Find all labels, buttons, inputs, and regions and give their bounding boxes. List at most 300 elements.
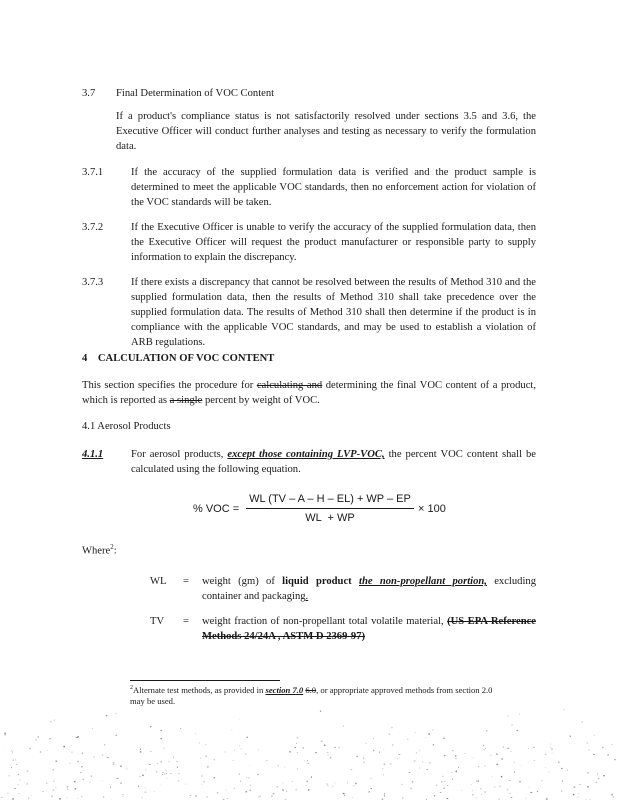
noise-speck xyxy=(447,785,448,786)
noise-speck xyxy=(455,771,456,772)
noise-speck xyxy=(521,765,522,766)
noise-speck xyxy=(485,766,486,767)
noise-speck xyxy=(156,771,157,772)
noise-speck xyxy=(67,786,69,787)
noise-speck xyxy=(384,795,385,796)
noise-speck xyxy=(541,780,542,781)
section-3-7-1-number: 3.7.1 xyxy=(82,167,104,178)
formula-denominator: WL + WP xyxy=(305,512,355,524)
noise-speck xyxy=(104,796,105,797)
noise-speck xyxy=(327,786,329,787)
noise-speck xyxy=(511,724,512,726)
noise-speck xyxy=(53,790,54,791)
noise-speck xyxy=(77,761,79,763)
noise-speck xyxy=(398,754,400,755)
noise-speck xyxy=(550,747,551,748)
noise-speck xyxy=(573,794,574,795)
noise-speck xyxy=(432,730,434,731)
noise-speck xyxy=(441,782,442,783)
noise-speck xyxy=(613,796,614,797)
noise-speck xyxy=(485,748,486,749)
def-wl-equals: = xyxy=(183,576,189,587)
noise-speck xyxy=(471,784,472,785)
noise-speck xyxy=(71,745,72,746)
noise-speck xyxy=(231,730,232,731)
noise-speck xyxy=(614,759,616,760)
noise-speck xyxy=(91,776,92,777)
noise-speck xyxy=(246,777,247,778)
noise-speck xyxy=(478,766,480,767)
noise-speck xyxy=(562,780,563,782)
noise-speck xyxy=(444,788,445,789)
noise-speck xyxy=(81,796,82,797)
noise-speck xyxy=(384,793,385,794)
noise-speck xyxy=(407,739,409,740)
noise-speck xyxy=(200,758,201,759)
noise-speck xyxy=(115,713,116,714)
noise-speck xyxy=(311,776,312,778)
noise-speck xyxy=(416,752,417,753)
noise-speck xyxy=(324,745,326,746)
noise-speck xyxy=(246,791,248,792)
noise-speck xyxy=(321,740,322,742)
noise-speck xyxy=(234,788,235,789)
noise-speck xyxy=(201,784,202,785)
noise-speck xyxy=(383,774,384,775)
section-4-1-1-number: 4.1.1 xyxy=(82,449,104,460)
noise-speck xyxy=(315,752,317,753)
noise-speck xyxy=(53,790,54,791)
noise-speck xyxy=(214,759,215,760)
noise-speck xyxy=(389,734,391,735)
struck-text: (US EPA Reference Methods 24/24A , ASTM D 2369-97) xyxy=(202,616,536,643)
noise-speck xyxy=(54,779,55,780)
noise-speck xyxy=(145,769,146,770)
noise-speck xyxy=(397,759,398,760)
noise-speck xyxy=(373,738,374,739)
noise-speck xyxy=(56,787,57,789)
noise-speck xyxy=(225,752,226,753)
struck-text: calculating and xyxy=(256,380,323,391)
noise-speck xyxy=(570,736,571,737)
scan-noise xyxy=(0,705,619,800)
noise-speck xyxy=(472,794,473,795)
section-3-7-3-text: If there exists a discrepancy that cannot be resolved between the results of Method 310 and the supplied formulation data, then the results of Method 310 shall take precedence over the supplied formulation data. The results of Method 310 shall then determine if the product is in compliance with the applicable VOC standards, and may be used to establish a violation of ARB regulations. xyxy=(131,277,536,349)
formula-fraction-bar xyxy=(246,508,414,509)
noise-speck xyxy=(164,748,165,749)
noise-speck xyxy=(519,781,521,782)
section-4-paragraph: This section specifies the procedure for calculating and determining the final VOC content of a product, which is reported as a single percent by weight of VOC. xyxy=(82,380,536,407)
noise-speck xyxy=(28,797,29,799)
def-wl-symbol: WL xyxy=(150,576,167,587)
struck-text: 6.0 xyxy=(305,684,317,695)
noise-speck xyxy=(465,753,466,754)
noise-speck xyxy=(478,780,479,781)
noise-speck xyxy=(443,776,444,777)
noise-speck xyxy=(178,780,179,782)
noise-speck xyxy=(429,762,430,763)
noise-speck xyxy=(596,782,597,783)
noise-speck xyxy=(17,784,18,785)
noise-speck xyxy=(477,781,478,782)
noise-speck xyxy=(199,742,200,743)
noise-speck xyxy=(514,772,515,773)
noise-speck xyxy=(517,730,518,731)
noise-speck xyxy=(31,795,32,796)
noise-speck xyxy=(455,755,456,756)
noise-speck xyxy=(330,757,332,758)
noise-speck xyxy=(162,774,163,775)
noise-speck xyxy=(204,781,205,783)
noise-speck xyxy=(227,798,228,799)
noise-speck xyxy=(154,791,155,792)
noise-speck xyxy=(206,756,207,757)
noise-speck xyxy=(282,783,284,784)
noise-speck xyxy=(593,754,594,755)
noise-speck xyxy=(452,750,454,751)
noise-speck xyxy=(382,768,383,769)
noise-speck xyxy=(492,776,493,777)
noise-speck xyxy=(122,796,123,797)
noise-speck xyxy=(83,779,84,780)
noise-speck xyxy=(295,747,297,748)
noise-speck xyxy=(239,745,240,747)
noise-speck xyxy=(297,737,299,738)
noise-speck xyxy=(166,773,167,774)
noise-speck xyxy=(89,782,90,783)
noise-speck xyxy=(603,775,605,776)
noise-speck xyxy=(607,755,609,756)
section-4-heading: 4 CALCULATION OF VOC CONTENT xyxy=(82,353,275,364)
noise-speck xyxy=(260,796,261,797)
noise-speck xyxy=(410,788,412,789)
noise-speck xyxy=(150,726,151,727)
noise-speck xyxy=(507,748,509,749)
noise-speck xyxy=(82,753,83,754)
noise-speck xyxy=(433,744,434,745)
noise-speck xyxy=(334,747,336,748)
noise-speck xyxy=(368,791,370,792)
def-tv-text: weight fraction of non-propellant total volatile material, (US EPA Reference Methods 24/24A , ASTM D 2369-97) xyxy=(202,616,536,643)
formula-lhs: % VOC = xyxy=(193,503,240,515)
noise-speck xyxy=(248,778,249,779)
noise-speck xyxy=(4,732,5,733)
noise-speck xyxy=(422,762,423,763)
noise-speck xyxy=(271,796,272,797)
noise-speck xyxy=(201,776,202,777)
noise-speck xyxy=(165,770,167,771)
noise-speck xyxy=(226,790,227,791)
noise-speck xyxy=(18,793,20,794)
noise-speck xyxy=(494,786,495,787)
noise-speck xyxy=(355,783,357,784)
noise-speck xyxy=(501,776,503,778)
noise-speck xyxy=(481,794,482,795)
noise-speck xyxy=(273,793,274,794)
noise-speck xyxy=(414,732,415,733)
noise-speck xyxy=(76,737,78,738)
noise-speck xyxy=(344,795,345,796)
noise-speck xyxy=(308,763,309,764)
noise-speck xyxy=(176,761,178,762)
noise-speck xyxy=(304,761,305,762)
noise-speck xyxy=(458,767,459,768)
noise-speck xyxy=(161,761,162,762)
noise-speck xyxy=(371,788,372,789)
noise-speck xyxy=(214,777,215,778)
noise-speck xyxy=(113,763,115,765)
def-tv-equals: = xyxy=(183,616,189,627)
noise-speck xyxy=(249,789,251,791)
where-label: Where$^2$: xyxy=(82,543,117,557)
noise-speck xyxy=(54,719,55,720)
noise-speck xyxy=(11,750,12,751)
noise-speck xyxy=(537,791,538,792)
noise-speck xyxy=(55,761,57,762)
noise-speck xyxy=(507,789,509,790)
formula-multiplier: × 100 xyxy=(418,503,446,515)
noise-speck xyxy=(399,757,400,758)
noise-speck xyxy=(145,788,146,789)
noise-speck xyxy=(409,772,411,773)
noise-speck xyxy=(534,760,535,761)
noise-speck xyxy=(533,747,535,748)
emphasized-text: except those containing LVP-VOC, xyxy=(227,449,385,460)
noise-speck xyxy=(510,793,511,794)
noise-speck xyxy=(12,752,13,753)
noise-speck xyxy=(217,793,219,794)
noise-speck xyxy=(296,743,297,744)
noise-speck xyxy=(19,779,20,781)
noise-speck xyxy=(63,746,65,748)
noise-speck xyxy=(35,739,37,740)
emphasized-text: the non-propellant portion, xyxy=(359,576,487,587)
noise-speck xyxy=(578,797,579,798)
noise-speck xyxy=(178,773,179,774)
noise-speck xyxy=(117,778,119,779)
noise-speck xyxy=(138,786,139,787)
noise-speck xyxy=(612,744,613,745)
noise-speck xyxy=(426,769,428,770)
noise-speck xyxy=(46,783,48,784)
noise-speck xyxy=(530,792,532,793)
noise-speck xyxy=(250,765,251,766)
noise-speck xyxy=(335,782,336,783)
noise-speck xyxy=(563,709,565,710)
noise-speck xyxy=(402,784,403,785)
noise-speck xyxy=(525,798,526,799)
noise-speck xyxy=(587,786,589,787)
noise-speck xyxy=(529,787,530,788)
noise-speck xyxy=(247,737,248,738)
noise-speck xyxy=(551,749,552,750)
noise-speck xyxy=(379,751,380,752)
noise-speck xyxy=(352,797,353,798)
noise-speck xyxy=(579,784,581,785)
noise-speck xyxy=(611,794,613,796)
noise-speck xyxy=(81,766,82,767)
noise-speck xyxy=(164,773,165,775)
noise-speck xyxy=(480,789,481,790)
noise-speck xyxy=(308,789,309,790)
noise-speck xyxy=(286,790,287,791)
noise-speck xyxy=(371,778,372,779)
noise-speck xyxy=(545,767,546,768)
noise-speck xyxy=(598,778,600,780)
noise-speck xyxy=(240,781,241,782)
noise-speck xyxy=(343,725,344,726)
section-3-7-1-text: If the accuracy of the supplied formulation data is verified and the product sample is determined to meet the applicable VOC standards, then no enforcement action for violation of the VOC standards will be taken. xyxy=(131,167,536,209)
noise-speck xyxy=(602,747,603,748)
noise-speck xyxy=(363,758,364,759)
noise-speck xyxy=(116,735,118,736)
noise-speck xyxy=(195,733,196,734)
noise-speck xyxy=(239,773,240,774)
noise-speck xyxy=(81,772,82,773)
noise-speck xyxy=(12,798,14,800)
noise-speck xyxy=(157,763,158,764)
noise-speck xyxy=(53,781,54,782)
noise-speck xyxy=(561,791,562,792)
noise-speck xyxy=(284,767,285,768)
noise-speck xyxy=(49,738,51,739)
noise-speck xyxy=(169,761,170,762)
noise-speck xyxy=(588,750,590,751)
noise-speck xyxy=(102,754,103,755)
noise-speck xyxy=(343,793,345,794)
noise-speck xyxy=(67,789,68,790)
noise-speck xyxy=(5,746,6,747)
noise-speck xyxy=(14,788,16,789)
noise-speck xyxy=(316,754,317,755)
section-3-7-2-number: 3.7.2 xyxy=(82,222,104,233)
noise-speck xyxy=(145,792,147,793)
noise-speck xyxy=(551,744,552,745)
noise-speck xyxy=(239,720,240,721)
noise-speck xyxy=(16,764,17,765)
noise-speck xyxy=(170,773,171,774)
noise-speck xyxy=(486,730,487,731)
noise-speck xyxy=(413,781,414,782)
struck-text: a single xyxy=(169,395,203,407)
noise-speck xyxy=(356,756,358,757)
noise-speck xyxy=(451,772,452,773)
noise-speck xyxy=(59,798,60,800)
section-3-7-2-text: If the Executive Officer is unable to verify the accuracy of the supplied formulation data, then the Executive Officer will request the product manufacturer or responsible party to supply information to explain the discrepancy. xyxy=(131,222,536,264)
noise-speck xyxy=(289,751,291,753)
noise-speck xyxy=(588,772,589,774)
noise-speck xyxy=(452,779,453,780)
noise-speck xyxy=(75,788,77,790)
noise-speck xyxy=(514,762,515,763)
noise-speck xyxy=(162,772,164,773)
noise-speck xyxy=(160,738,162,739)
noise-speck xyxy=(185,783,186,784)
noise-speck xyxy=(561,768,562,769)
noise-speck xyxy=(266,760,268,761)
noise-speck xyxy=(485,791,486,793)
noise-speck xyxy=(47,750,48,751)
noise-speck xyxy=(276,786,278,787)
noise-speck xyxy=(428,733,430,735)
noise-speck xyxy=(392,727,393,728)
noise-speck xyxy=(110,787,111,789)
noise-speck xyxy=(574,787,576,788)
noise-speck xyxy=(102,780,103,781)
noise-speck xyxy=(436,785,437,786)
noise-speck xyxy=(167,778,168,779)
noise-speck xyxy=(257,774,259,775)
noise-speck xyxy=(326,784,327,785)
noise-speck xyxy=(74,781,76,782)
noise-speck xyxy=(177,767,178,768)
noise-speck xyxy=(444,755,446,756)
noise-speck xyxy=(30,748,31,749)
formula-numerator: WL (TV – A – H – EL) + WP – EP xyxy=(249,493,411,505)
noise-speck xyxy=(332,786,333,787)
noise-speck xyxy=(142,775,143,777)
noise-speck xyxy=(425,737,426,738)
noise-speck xyxy=(67,797,68,798)
noise-speck xyxy=(1,797,3,798)
noise-speck xyxy=(142,797,143,798)
section-3-7-3-number: 3.7.3 xyxy=(82,277,104,288)
noise-speck xyxy=(161,785,162,786)
noise-speck xyxy=(15,759,16,760)
noise-speck xyxy=(149,764,151,765)
noise-speck xyxy=(7,793,9,794)
noise-speck xyxy=(414,761,416,762)
noise-speck xyxy=(241,749,242,750)
noise-speck xyxy=(328,754,329,755)
noise-speck xyxy=(258,797,259,798)
noise-speck xyxy=(549,771,550,772)
noise-speck xyxy=(353,786,355,787)
noise-speck xyxy=(13,759,14,761)
noise-speck xyxy=(490,755,491,756)
noise-speck xyxy=(501,758,503,759)
noise-speck xyxy=(123,794,124,795)
noise-speck xyxy=(27,770,29,772)
noise-speck xyxy=(42,791,43,792)
noise-speck xyxy=(351,769,353,770)
noise-speck xyxy=(581,722,583,723)
noise-speck xyxy=(40,751,41,752)
noise-speck xyxy=(296,789,297,790)
noise-speck xyxy=(503,746,504,747)
noise-speck xyxy=(373,750,374,751)
noise-speck xyxy=(455,758,457,759)
noise-speck xyxy=(307,760,308,761)
noise-speck xyxy=(51,721,52,722)
noise-speck xyxy=(258,750,259,751)
noise-speck xyxy=(282,789,283,790)
noise-speck xyxy=(297,752,298,753)
noise-speck xyxy=(292,781,293,782)
noise-speck xyxy=(402,797,403,799)
noise-speck xyxy=(447,798,449,799)
noise-speck xyxy=(509,780,511,781)
noise-speck xyxy=(27,783,28,784)
noise-speck xyxy=(250,785,251,786)
noise-speck xyxy=(205,744,206,745)
noise-speck xyxy=(400,754,401,755)
footnote-section-link: section 7.0 xyxy=(265,684,304,695)
noise-speck xyxy=(72,752,73,753)
noise-speck xyxy=(384,764,386,766)
section-4-1-heading: 4.1 Aerosol Products xyxy=(82,421,171,432)
noise-speck xyxy=(511,797,513,798)
